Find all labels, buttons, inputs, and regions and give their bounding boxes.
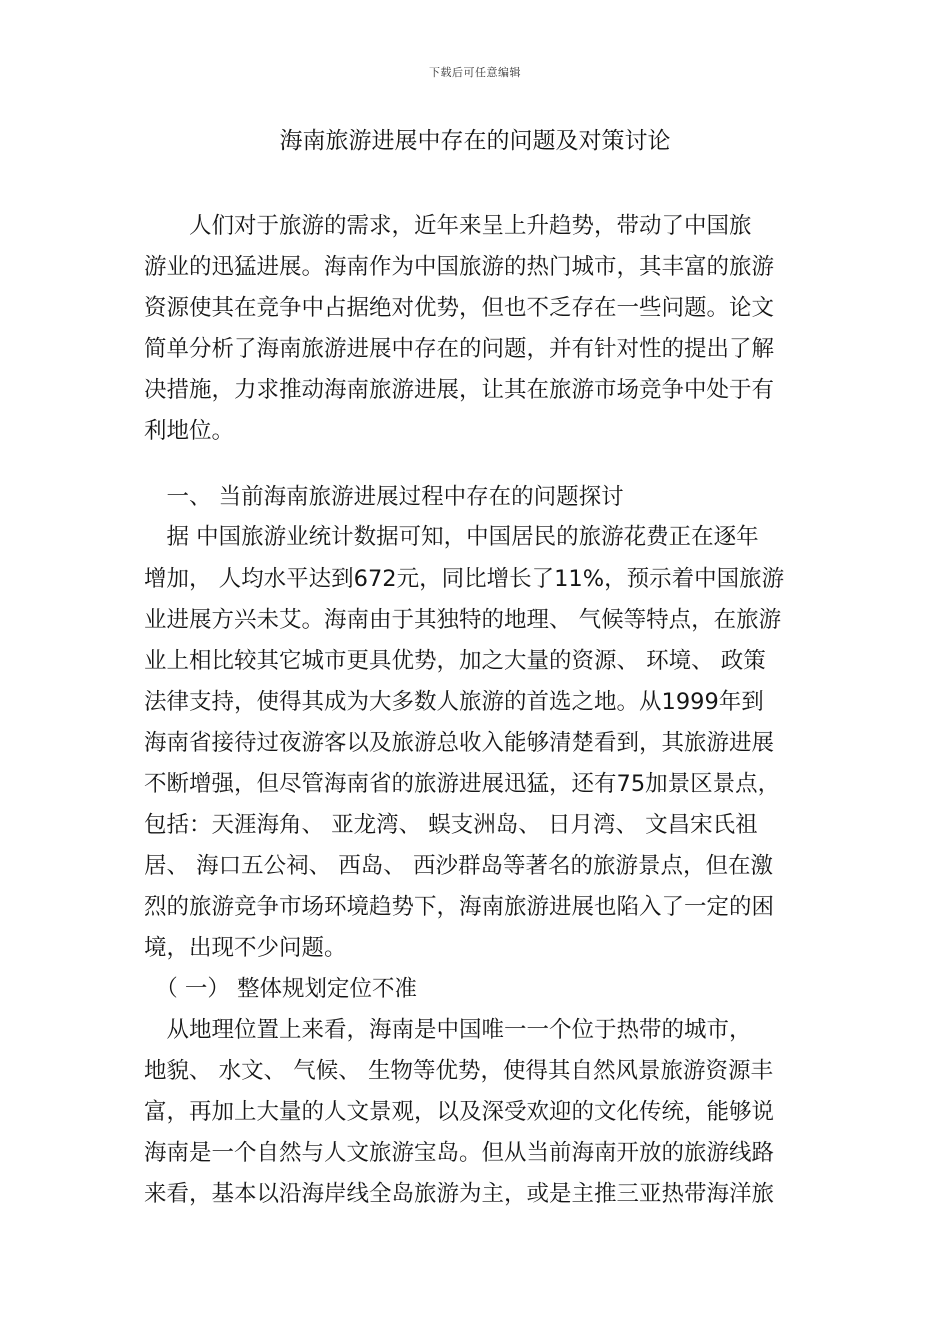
paragraph-line: 从地理位置上来看，海南是中国唯一一个位于热带的城市， bbox=[144, 1017, 752, 1043]
header-note: 下载后可任意编辑 bbox=[429, 66, 521, 79]
paragraph-line: 游业的迅猛进展。海南作为中国旅游的热门城市，其丰富的旅游 bbox=[144, 254, 775, 280]
paragraph-line: 人们对于旅游的需求，近年来呈上升趋势，带动了中国旅 bbox=[144, 213, 752, 239]
section-heading: 一、 当前海南旅游进展过程中存在的问题探讨 bbox=[144, 484, 624, 510]
paragraph-line: 海南是一个自然与人文旅游宝岛。但从当前海南开放的旅游线路 bbox=[144, 1140, 775, 1166]
paragraph-line: 业进展方兴未艾。海南由于其独特的地理、 气候等特点，在旅游 bbox=[144, 607, 782, 633]
subsection-heading: （ 一） 整体规划定位不准 bbox=[144, 976, 418, 1002]
paragraph-line: 法律支持，使得其成为大多数人旅游的首选之地。从1999年到 bbox=[144, 689, 764, 715]
paragraph-line: 海南省接待过夜游客以及旅游总收入能够清楚看到，其旅游进展 bbox=[144, 730, 775, 756]
paragraph-line: 富，再加上大量的人文景观，以及深受欢迎的文化传统，能够说 bbox=[144, 1099, 775, 1125]
paragraph-line: 不断增强，但尽管海南省的旅游进展迅猛，还有75加景区景点， bbox=[144, 771, 781, 797]
paragraph-line: 来看，基本以沿海岸线全岛旅游为主，或是主推三亚热带海洋旅 bbox=[144, 1181, 775, 1207]
paragraph-line: 资源使其在竞争中占据绝对优势，但也不乏存在一些问题。论文 bbox=[144, 295, 775, 321]
paragraph-line: 增加， 人均水平达到672元，同比增长了11%，预示着中国旅游 bbox=[144, 566, 785, 592]
document-title: 海南旅游进展中存在的问题及对策讨论 bbox=[279, 128, 671, 154]
paragraph-line: 简单分析了海南旅游进展中存在的问题，并有针对性的提出了解 bbox=[144, 336, 775, 362]
paragraph-line: 据 中国旅游业统计数据可知，中国居民的旅游花费正在逐年 bbox=[144, 524, 759, 550]
paragraph-line: 决措施，力求推动海南旅游进展，让其在旅游市场竞争中处于有 bbox=[144, 377, 775, 403]
paragraph-line: 烈的旅游竞争市场环境趋势下，海南旅游进展也陷入了一定的困 bbox=[144, 894, 775, 920]
paragraph-line: 境，出现不少问题。 bbox=[144, 935, 347, 961]
paragraph-line: 业上相比较其它城市更具优势，加之大量的资源、 环境、 政策 bbox=[144, 648, 766, 674]
paragraph-line: 利地位。 bbox=[144, 418, 235, 444]
paragraph-line: 包括：天涯海角、 亚龙湾、 蜈支洲岛、 日月湾、 文昌宋氏祖 bbox=[144, 812, 758, 838]
paragraph-line: 居、 海口五公祠、 西岛、 西沙群岛等著名的旅游景点，但在激 bbox=[144, 853, 773, 879]
paragraph-line: 地貌、 水文、 气候、 生物等优势，使得其自然风景旅游资源丰 bbox=[144, 1058, 773, 1084]
